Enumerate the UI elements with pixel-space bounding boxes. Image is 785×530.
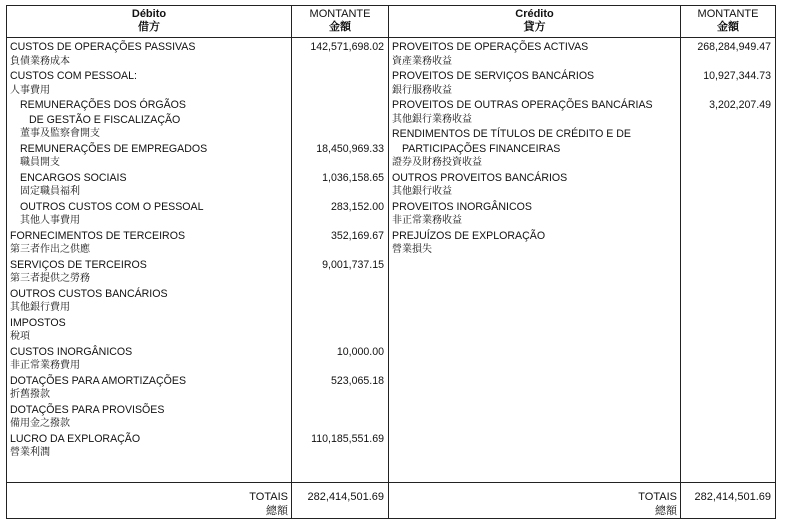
debit-line-amount — [292, 98, 384, 113]
credit-line-amount: 268,284,949.47 — [697, 41, 771, 53]
debit-line-item: CUSTOS COM PESSOAL: — [10, 70, 137, 82]
debit-line-item: FORNECIMENTOS DE TERCEIROS — [10, 229, 186, 242]
debit-amount-header — [292, 6, 389, 38]
credit-total-value: 282,414,501.69 — [681, 483, 776, 519]
credit-line-item: PREJUÍZOS DE EXPLORAÇÃO — [392, 229, 546, 242]
debit-line-item: LUCRO DA EXPLORAÇÃO — [10, 432, 141, 445]
debit-line-item: 人事費用 — [10, 84, 50, 96]
debit-line-amount — [292, 84, 384, 99]
credit-line-item: 其他銀行收益 — [392, 186, 452, 197]
debit-header-pt: Débito — [131, 8, 167, 20]
debit-line-amount — [292, 403, 384, 418]
debit-line-amount — [292, 388, 384, 403]
debit-header — [7, 6, 292, 38]
credit-line-item: 證券及財務投資收益 — [392, 157, 482, 168]
debit-line-amount: 110,185,551.69 — [311, 432, 384, 445]
credit-line-amount — [681, 127, 771, 142]
credit-line-amount — [681, 113, 771, 128]
credit-amount-header — [681, 6, 776, 38]
debit-line-item: 董事及監察會開支 — [20, 128, 100, 139]
debit-line-amount — [292, 156, 384, 171]
credit-line-amount — [681, 185, 771, 200]
debit-line-amount: 142,571,698.02 — [310, 41, 384, 53]
debit-line-item: CUSTOS DE OPERAÇÕES PASSIVAS — [10, 41, 196, 53]
credit-line-amount — [681, 55, 771, 70]
debit-line-item: 第三者提供之勞務 — [10, 273, 90, 284]
debit-line-amount — [292, 69, 384, 84]
debit-line-amount — [292, 185, 384, 200]
debit-line-item: REMUNERAÇÕES DOS ÓRGÃOS — [20, 99, 186, 111]
debit-line-item: 第三者作出之供應 — [10, 244, 90, 255]
debit-line-amount: 10,000.00 — [336, 345, 384, 358]
totals-label-pt: TOTAIS — [249, 491, 288, 503]
totals-label-zh: 總額 — [655, 505, 677, 517]
debit-line-item: 備用金之撥款 — [10, 418, 70, 429]
credit-line-item: PARTICIPAÇÕES FINANCEIRAS — [402, 142, 561, 155]
debit-line-amount: 9,001,737.15 — [322, 258, 384, 271]
totals-label-pt: TOTAIS — [638, 491, 677, 503]
debit-header-zh: 借方 — [138, 21, 160, 33]
credit-line-amount — [681, 142, 771, 157]
credit-line-item: 非正常業務收益 — [392, 215, 462, 226]
credit-line-amount: 3,202,207.49 — [709, 99, 771, 111]
debit-line-item: CUSTOS INORGÂNICOS — [10, 345, 133, 358]
debit-line-amount: 352,169.67 — [330, 229, 384, 242]
credit-line-amount — [681, 243, 771, 258]
credit-amounts-column — [681, 38, 776, 483]
debit-line-amount — [292, 243, 384, 258]
credit-line-amount — [681, 214, 771, 229]
credit-line-item: PROVEITOS DE OPERAÇÕES ACTIVAS — [392, 41, 589, 53]
debit-line-item: OUTROS CUSTOS BANCÁRIOS — [10, 287, 168, 300]
credit-items-column — [389, 38, 681, 483]
debit-amount-header-pt: MONTANTE — [309, 8, 371, 20]
debit-line-item: 營業利潤 — [10, 447, 50, 458]
debit-line-item: OUTROS CUSTOS COM O PESSOAL — [20, 200, 204, 213]
debit-line-amount: 18,450,969.33 — [316, 142, 384, 155]
credit-line-item: 營業損失 — [392, 244, 432, 255]
debit-items-column — [7, 38, 292, 483]
credit-line-item: RENDIMENTOS DE TÍTULOS DE CRÉDITO E DE — [392, 128, 631, 140]
credit-line-amount — [681, 171, 771, 186]
debit-line-item: 其他銀行費用 — [10, 302, 70, 313]
debit-line-item: SERVIÇOS DE TERCEIROS — [10, 258, 147, 271]
debit-line-item: IMPOSTOS — [10, 316, 66, 329]
debit-line-item: DOTAÇÕES PARA AMORTIZAÇÕES — [10, 374, 187, 387]
credit-line-amount — [681, 84, 771, 99]
debit-line-amount — [292, 330, 384, 345]
credit-amount-header-zh: 金額 — [717, 21, 739, 33]
debit-amounts-column — [292, 38, 389, 483]
credit-line-item: PROVEITOS INORGÂNICOS — [392, 200, 532, 213]
credit-totals-label — [389, 483, 681, 519]
debit-line-amount — [292, 214, 384, 229]
debit-line-amount — [292, 359, 384, 374]
debit-line-amount — [292, 287, 384, 302]
debit-totals-label — [7, 483, 292, 519]
credit-header-zh: 貸方 — [523, 21, 546, 33]
debit-line-amount — [292, 113, 384, 128]
debit-line-amount: 1,036,158.65 — [322, 171, 384, 184]
debit-line-item: 其他人事費用 — [20, 215, 80, 226]
debit-line-amount — [292, 301, 384, 316]
debit-line-amount: 283,152.00 — [330, 200, 384, 213]
debit-line-item: 折舊撥款 — [10, 389, 50, 400]
credit-line-amount: 10,927,344.73 — [703, 70, 771, 82]
debit-line-item: DE GESTÃO E FISCALIZAÇÃO — [29, 113, 181, 126]
debit-line-amount — [292, 127, 384, 142]
credit-header — [389, 6, 681, 38]
credit-line-item: PROVEITOS DE SERVIÇOS BANCÁRIOS — [392, 70, 595, 82]
credit-line-item: 其他銀行業務收益 — [392, 113, 472, 125]
debit-line-amount — [292, 446, 384, 461]
credit-line-item: 資產業務收益 — [392, 55, 452, 67]
profit-loss-table — [6, 5, 776, 519]
debit-line-item: 負債業務成本 — [10, 55, 70, 67]
credit-line-amount — [681, 200, 771, 215]
debit-line-amount — [292, 417, 384, 432]
debit-total-value: 282,414,501.69 — [292, 483, 389, 519]
header-row — [7, 6, 776, 38]
debit-line-item: 職員開支 — [20, 157, 60, 168]
credit-line-amount — [681, 156, 771, 171]
debit-line-amount — [292, 55, 384, 70]
debit-line-item: 稅項 — [10, 331, 30, 342]
credit-line-item: PROVEITOS DE OUTRAS OPERAÇÕES BANCÁRIAS — [392, 99, 653, 111]
credit-line-item: OUTROS PROVEITOS BANCÁRIOS — [392, 171, 568, 184]
credit-line-item: 銀行服務收益 — [392, 84, 452, 96]
debit-line-amount: 523,065.18 — [330, 374, 384, 387]
debit-line-amount — [292, 272, 384, 287]
debit-line-item: 非正常業務費用 — [10, 360, 80, 371]
debit-line-amount — [292, 316, 384, 331]
debit-line-item: REMUNERAÇÕES DE EMPREGADOS — [20, 142, 208, 155]
debit-line-item: DOTAÇÕES PARA PROVISÕES — [10, 403, 165, 416]
credit-line-amount — [681, 229, 771, 244]
totals-label-zh: 總額 — [266, 505, 288, 517]
body-row — [7, 38, 776, 483]
debit-line-item: ENCARGOS SOCIAIS — [20, 171, 127, 184]
debit-line-item: 固定職員福利 — [20, 186, 80, 197]
credit-amount-header-pt: MONTANTE — [697, 8, 759, 20]
debit-amount-header-zh: 金額 — [329, 21, 351, 33]
totals-row — [7, 483, 776, 519]
credit-header-pt: Crédito — [515, 8, 554, 20]
